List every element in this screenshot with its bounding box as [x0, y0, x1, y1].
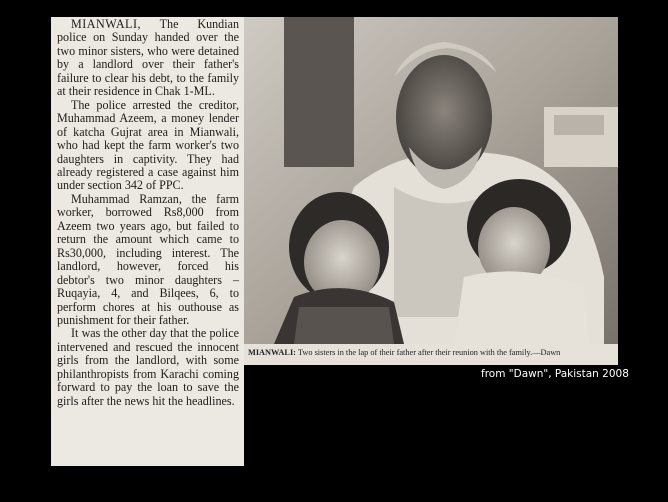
- article-paragraph-2: The police arrested the creditor, Muhammad Azeem, a money lender of katcha Gujrat area in Mianwali, who had kept the farm worker's two daughters in captivity. They had already registered a case against him under section 342 of PPC.: [57, 97, 239, 193]
- caption-lead: MIANWALI:: [248, 348, 296, 357]
- article-paragraph-4: It was the other day that the police intervened and rescued the innocent girls from the landlord, with some philanthropists from Karachi coming forward to pay the loan to save the girls after the news hit the headlines.: [57, 326, 239, 408]
- article-paragraph-3: Muhammad Ramzan, the farm worker, borrowed Rs8,000 from Azeem two years ago, but failed to return the amount which came to Rs30,000, including interest. The landlord, however, forced his debtor's two minor daughters – Ruqayia, 4, and Bilqees, 6, to perform chores at his outhouse as punishment for their father.: [57, 191, 239, 327]
- newspaper-photo-block: [244, 17, 618, 365]
- family-photo-image: [244, 17, 618, 344]
- photo-caption: [244, 344, 618, 365]
- article-dateline: MIANWALI,: [71, 17, 141, 31]
- newspaper-article: [51, 17, 244, 466]
- article-paragraph-1: [57, 18, 239, 99]
- article-paragraph-1-text: The Kundian police on Sunday handed over the two minor sisters, who were detained by a landlord over their father's failure to clear his debt, to the family at their residence in Chak 1-ML.: [57, 17, 239, 99]
- source-note: from "Dawn", Pakistan 2008: [481, 368, 629, 380]
- caption-text: Two sisters in the lap of their father after their reunion with the family.—Dawn: [295, 348, 561, 357]
- family-photo: [244, 17, 618, 344]
